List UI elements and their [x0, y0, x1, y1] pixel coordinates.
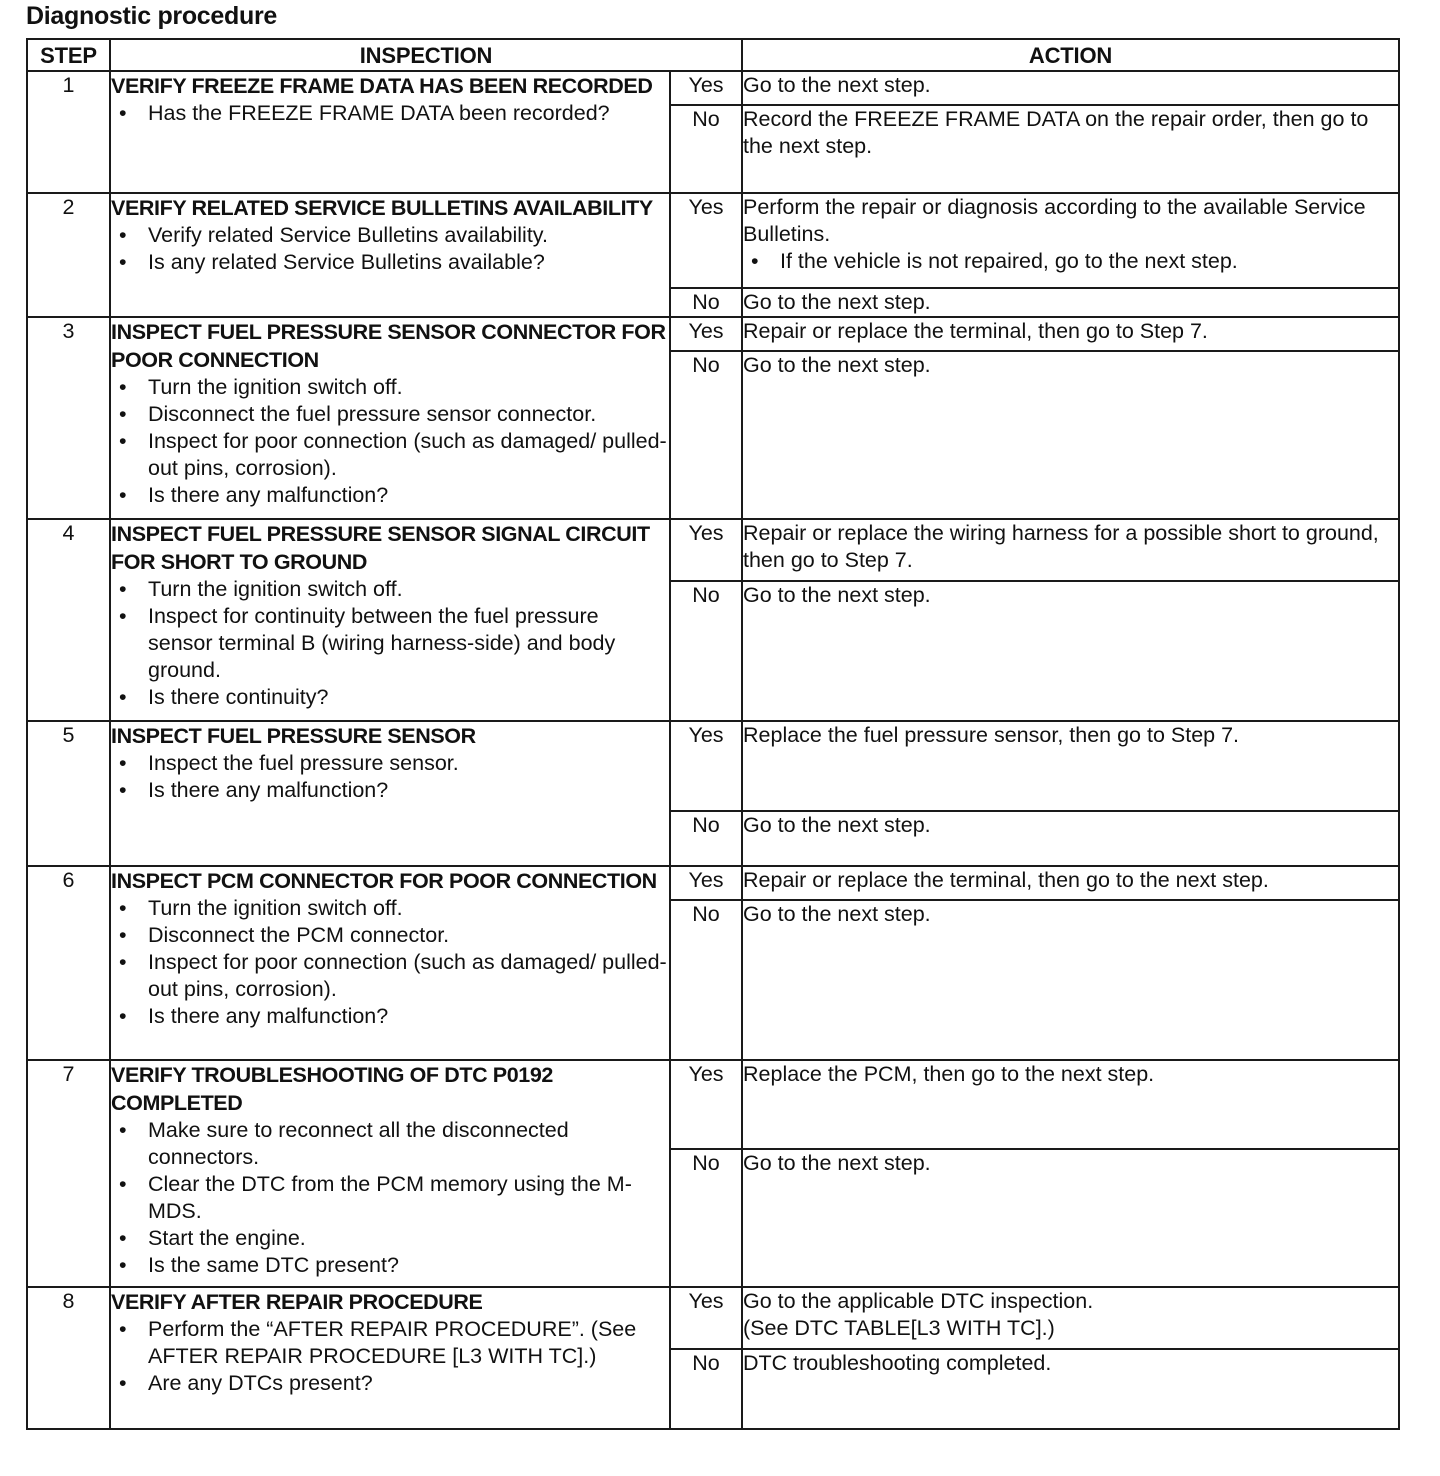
inspection-cell [110, 71, 670, 193]
no-action-cell [742, 105, 1399, 193]
yes-label: Yes [670, 1060, 742, 1149]
step-number: 4 [27, 519, 110, 721]
yes-label: Yes [670, 1287, 742, 1349]
yes-action-cell [742, 866, 1399, 900]
yes-action-cell [742, 317, 1399, 351]
inspection-bullet: • Turn the ignition switch off. [111, 895, 669, 922]
no-action-cell [742, 581, 1399, 721]
no-label: No [670, 1349, 742, 1429]
yes-action-text: Repair or replace the terminal, then go to the next step. [743, 868, 1269, 892]
yes-action-text: Replace the PCM, then go to the next step. [743, 1062, 1155, 1086]
step-number: 3 [27, 317, 110, 519]
header-step: STEP [27, 39, 110, 71]
step-number: 5 [27, 721, 110, 866]
yes-label: Yes [670, 71, 742, 105]
yes-label: Yes [670, 721, 742, 811]
no-label: No [670, 1149, 742, 1287]
inspection-bullet-list [111, 750, 669, 804]
yes-action-text: Replace the fuel pressure sensor, then go to Step 7. [743, 723, 1240, 747]
no-label: No [670, 351, 742, 519]
inspection-bullet: • Is there any malfunction? [111, 482, 669, 509]
inspection-title: VERIFY RELATED SERVICE BULLETINS AVAILABILITY [111, 196, 653, 220]
no-label: No [670, 105, 742, 193]
yes-action-text: (See DTC TABLE[L3 WITH TC].) [743, 1316, 1055, 1340]
inspection-bullet-list [111, 374, 669, 509]
no-action-text: DTC troubleshooting completed. [743, 1351, 1052, 1375]
no-action-cell [742, 900, 1399, 1060]
table-body [27, 71, 1399, 1429]
no-action-cell [742, 351, 1399, 519]
no-action-cell [742, 811, 1399, 866]
no-action-text: Go to the next step. [743, 583, 931, 607]
table-row [27, 519, 1399, 581]
inspection-bullet: • Is there continuity? [111, 684, 669, 711]
table-row [27, 866, 1399, 900]
no-label: No [670, 811, 742, 866]
inspection-cell [110, 519, 670, 721]
yes-action-cell [742, 1060, 1399, 1149]
inspection-bullet: • Turn the ignition switch off. [111, 374, 669, 401]
inspection-cell [110, 317, 670, 519]
yes-action-cell [742, 1287, 1399, 1349]
inspection-cell [110, 721, 670, 866]
inspection-bullet: • Is there any malfunction? [111, 777, 669, 804]
inspection-cell [110, 1287, 670, 1429]
yes-action-cell [742, 721, 1399, 811]
yes-action-text: Go to the applicable DTC inspection. [743, 1289, 1094, 1313]
inspection-bullet: • Inspect for poor connection (such as damaged/ pulled-out pins, corrosion). [111, 428, 669, 482]
yes-action-bullet-list [743, 248, 1398, 275]
no-action-cell [742, 1149, 1399, 1287]
inspection-bullet: • Perform the “AFTER REPAIR PROCEDURE”. (See AFTER REPAIR PROCEDURE [L3 WITH TC].) [111, 1316, 669, 1370]
no-label: No [670, 581, 742, 721]
no-action-text: Record the FREEZE FRAME DATA on the repair order, then go to the next step. [743, 107, 1369, 158]
step-number: 7 [27, 1060, 110, 1287]
inspection-title: VERIFY FREEZE FRAME DATA HAS BEEN RECORDED [111, 74, 653, 98]
no-label: No [670, 900, 742, 1060]
table-row [27, 317, 1399, 351]
yes-action-text: Repair or replace the wiring harness for a possible short to ground, then go to Step 7. [743, 521, 1379, 572]
step-number: 8 [27, 1287, 110, 1429]
inspection-bullet: • Clear the DTC from the PCM memory using the M-MDS. [111, 1171, 669, 1225]
inspection-bullet: • Are any DTCs present? [111, 1370, 669, 1397]
yes-label: Yes [670, 317, 742, 351]
inspection-bullet: • Turn the ignition switch off. [111, 576, 669, 603]
no-action-text: Go to the next step. [743, 813, 931, 837]
no-action-text: Go to the next step. [743, 1151, 931, 1175]
inspection-bullet-list [111, 222, 669, 276]
table-row [27, 71, 1399, 105]
inspection-bullet: • Start the engine. [111, 1225, 669, 1252]
no-action-text: Go to the next step. [743, 902, 931, 926]
page-title: Diagnostic procedure [26, 2, 277, 30]
table-row [27, 1060, 1399, 1149]
inspection-title: INSPECT FUEL PRESSURE SENSOR CONNECTOR FOR POOR CONNECTION [111, 320, 666, 372]
inspection-cell [110, 866, 670, 1060]
yes-label: Yes [670, 193, 742, 288]
table-row [27, 193, 1399, 288]
inspection-bullet-list [111, 1316, 669, 1397]
yes-action-cell [742, 193, 1399, 288]
yes-action-cell [742, 519, 1399, 581]
inspection-bullet-list [111, 895, 669, 1030]
table-header-row [27, 39, 1399, 71]
inspection-bullet: • Is the same DTC present? [111, 1252, 669, 1279]
no-action-text: Go to the next step. [743, 290, 931, 314]
inspection-title: VERIFY AFTER REPAIR PROCEDURE [111, 1290, 483, 1314]
inspection-bullet: • Disconnect the fuel pressure sensor connector. [111, 401, 669, 428]
no-action-cell [742, 1349, 1399, 1429]
inspection-bullet-list [111, 100, 669, 127]
inspection-bullet: • Is any related Service Bulletins available? [111, 249, 669, 276]
header-inspection: INSPECTION [110, 39, 742, 71]
table-row [27, 721, 1399, 811]
inspection-bullet: • Make sure to reconnect all the disconnected connectors. [111, 1117, 669, 1171]
yes-label: Yes [670, 519, 742, 581]
inspection-title: VERIFY TROUBLESHOOTING OF DTC P0192 COMPLETED [111, 1063, 553, 1115]
inspection-title: INSPECT PCM CONNECTOR FOR POOR CONNECTION [111, 869, 657, 893]
yes-action-text: Go to the next step. [743, 73, 931, 97]
inspection-cell [110, 193, 670, 317]
inspection-cell [110, 1060, 670, 1287]
inspection-bullet: • Verify related Service Bulletins availability. [111, 222, 669, 249]
step-number: 2 [27, 193, 110, 317]
inspection-bullet-list [111, 576, 669, 711]
inspection-title: INSPECT FUEL PRESSURE SENSOR SIGNAL CIRCUIT FOR SHORT TO GROUND [111, 522, 650, 574]
inspection-bullet: • Is there any malfunction? [111, 1003, 669, 1030]
inspection-bullet: • Disconnect the PCM connector. [111, 922, 669, 949]
step-number: 1 [27, 71, 110, 193]
yes-action-text: Perform the repair or diagnosis according to the available Service Bulletins. [743, 195, 1366, 246]
step-number: 6 [27, 866, 110, 1060]
inspection-title: INSPECT FUEL PRESSURE SENSOR [111, 724, 476, 748]
inspection-bullet: • Inspect for poor connection (such as damaged/ pulled-out pins, corrosion). [111, 949, 669, 1003]
inspection-bullet: • Inspect for continuity between the fuel pressure sensor terminal B (wiring harness-side) and body ground. [111, 603, 669, 684]
inspection-bullet-list [111, 1117, 669, 1279]
header-action: ACTION [742, 39, 1399, 71]
yes-label: Yes [670, 866, 742, 900]
no-label: No [670, 288, 742, 317]
yes-action-bullet: • If the vehicle is not repaired, go to the next step. [743, 248, 1398, 275]
table-row [27, 1287, 1399, 1349]
diagnostic-procedure-table [26, 38, 1400, 1430]
yes-action-text: Repair or replace the terminal, then go to Step 7. [743, 319, 1208, 343]
inspection-bullet: • Inspect the fuel pressure sensor. [111, 750, 669, 777]
yes-action-cell [742, 71, 1399, 105]
no-action-text: Go to the next step. [743, 353, 931, 377]
no-action-cell [742, 288, 1399, 317]
inspection-bullet: • Has the FREEZE FRAME DATA been recorded? [111, 100, 669, 127]
